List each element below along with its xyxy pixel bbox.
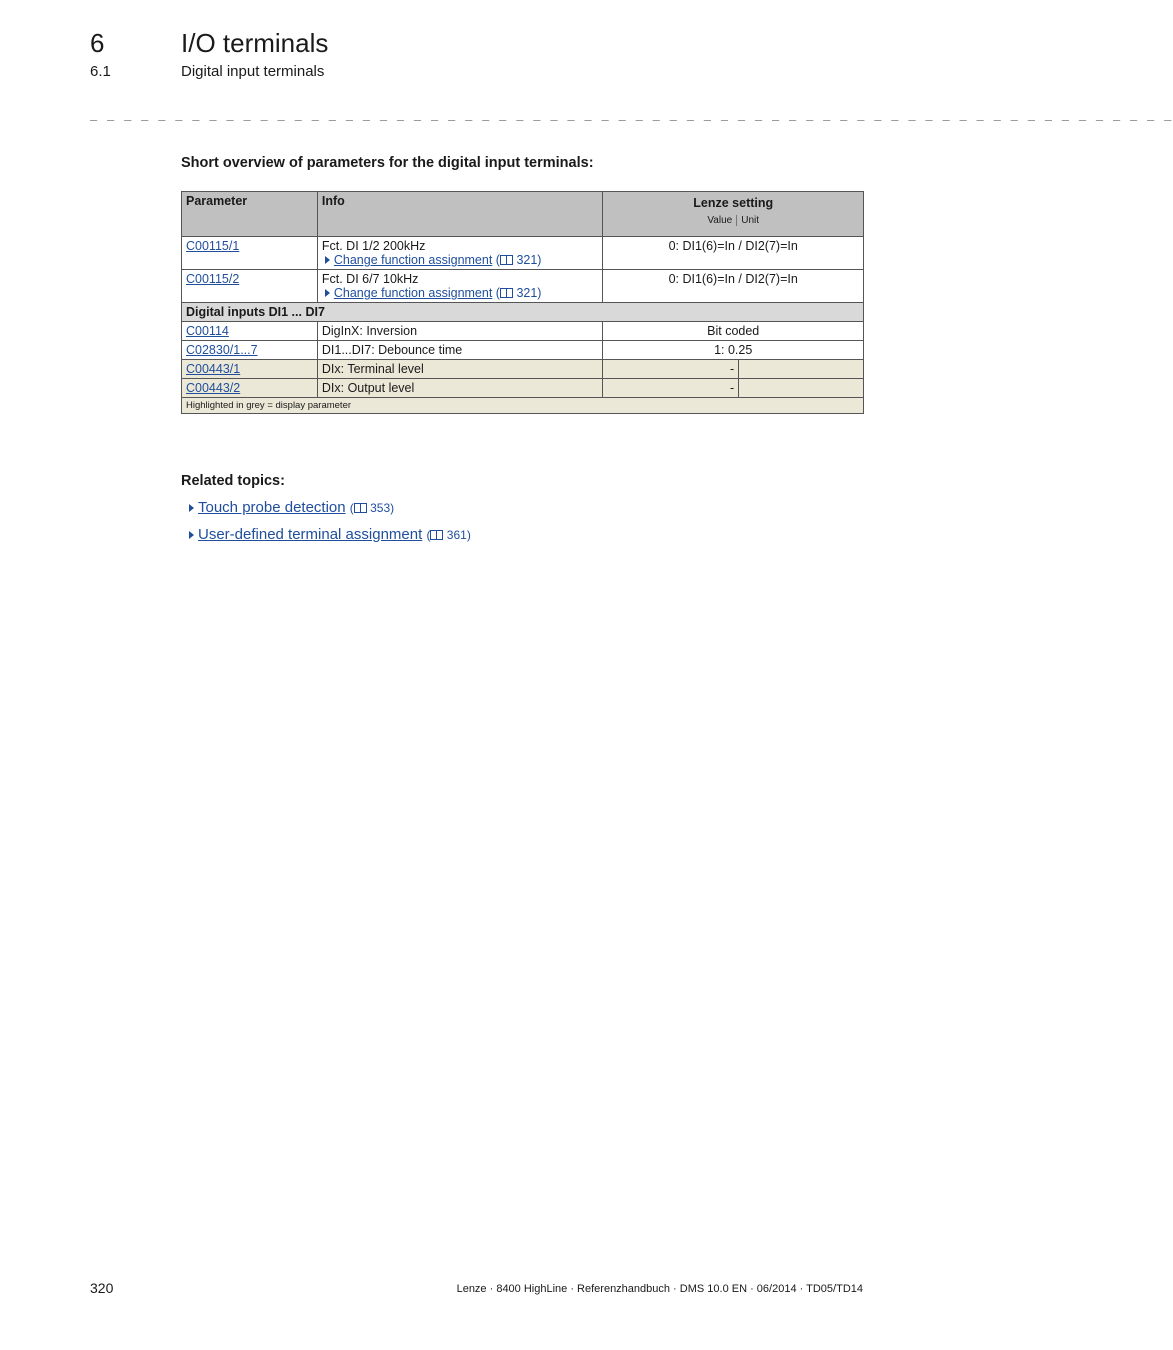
book-icon xyxy=(354,503,367,513)
page-number: 320 xyxy=(90,1280,114,1296)
related-link-terminal-assignment[interactable]: User-defined terminal assignment ( 361) xyxy=(186,526,471,543)
row-info: DIx: Output level xyxy=(317,379,603,398)
section-title: Digital input terminals xyxy=(181,63,325,80)
table-row xyxy=(182,360,864,379)
header-lenze-setting xyxy=(603,192,864,237)
arrow-right-icon xyxy=(325,256,330,264)
table-footnote-row xyxy=(182,398,864,414)
table-row xyxy=(182,237,864,270)
row-unit xyxy=(739,360,864,379)
change-function-link[interactable]: Change function assignment ( 321) xyxy=(322,286,599,300)
lenze-setting-label: Lenze setting xyxy=(693,196,774,210)
book-icon xyxy=(430,530,443,540)
row-info: DigInX: Inversion xyxy=(317,322,603,341)
footer-document-info: Lenze · 8400 HighLine · Referenzhandbuch · DMS 10.0 EN · 06/2014 · TD05/TD14 xyxy=(456,1283,863,1295)
param-link[interactable]: C00443/2 xyxy=(186,381,241,395)
arrow-right-icon xyxy=(189,531,194,539)
row-info: Fct. DI 6/7 10kHz xyxy=(321,272,419,286)
book-icon xyxy=(500,255,513,265)
table-footnote: Highlighted in grey = display parameter xyxy=(182,398,864,414)
row-value: - xyxy=(603,360,739,379)
header-separator: _ _ _ _ _ _ _ _ _ _ _ _ _ _ _ _ _ _ _ _ _ _ _ _ _ _ _ _ _ _ _ _ _ _ _ _ _ _ _ _ _ _ _ _ _ _ _ _ _ _ _ _ _ _ _ _ _ _ _ _ _ _ _ _ xyxy=(90,107,1173,121)
row-info: Fct. DI 1/2 200kHz xyxy=(321,239,426,253)
row-value: - xyxy=(603,379,739,398)
group-label: Digital inputs DI1 ... DI7 xyxy=(182,303,864,322)
header-info: Info xyxy=(317,192,603,237)
group-header-row xyxy=(182,303,864,322)
header-unit: Unit xyxy=(736,215,763,226)
related-link-touch-probe[interactable]: Touch probe detection ( 353) xyxy=(186,499,394,516)
chapter-title: I/O terminals xyxy=(181,28,329,58)
param-link[interactable]: C02830/1...7 xyxy=(186,343,258,357)
table-row xyxy=(182,270,864,303)
arrow-right-icon xyxy=(189,504,194,512)
param-link[interactable]: C00114 xyxy=(186,324,229,338)
param-link[interactable]: C00115/2 xyxy=(186,272,240,286)
row-info: DIx: Terminal level xyxy=(317,360,603,379)
row-value: Bit coded xyxy=(603,322,864,341)
parameter-table xyxy=(181,191,864,414)
arrow-right-icon xyxy=(325,289,330,297)
row-unit xyxy=(739,379,864,398)
header-parameter: Parameter xyxy=(182,192,318,237)
related-topics-heading: Related topics: xyxy=(181,473,285,489)
row-value: 1: 0.25 xyxy=(603,341,864,360)
row-info: DI1...DI7: Debounce time xyxy=(317,341,603,360)
book-icon xyxy=(500,288,513,298)
change-function-link[interactable]: Change function assignment ( 321) xyxy=(322,253,599,267)
param-link[interactable]: C00443/1 xyxy=(186,362,241,376)
chapter-number: 6 xyxy=(90,28,105,58)
table-row xyxy=(182,322,864,341)
table-row xyxy=(182,341,864,360)
row-value: 0: DI1(6)=In / DI2(7)=In xyxy=(603,270,864,303)
header-value: Value xyxy=(707,215,733,226)
table-header-row xyxy=(182,192,864,237)
overview-heading: Short overview of parameters for the digital input terminals: xyxy=(181,155,594,171)
table-row xyxy=(182,379,864,398)
param-link[interactable]: C00115/1 xyxy=(186,239,240,253)
section-number: 6.1 xyxy=(90,63,111,80)
row-value: 0: DI1(6)=In / DI2(7)=In xyxy=(603,237,864,270)
